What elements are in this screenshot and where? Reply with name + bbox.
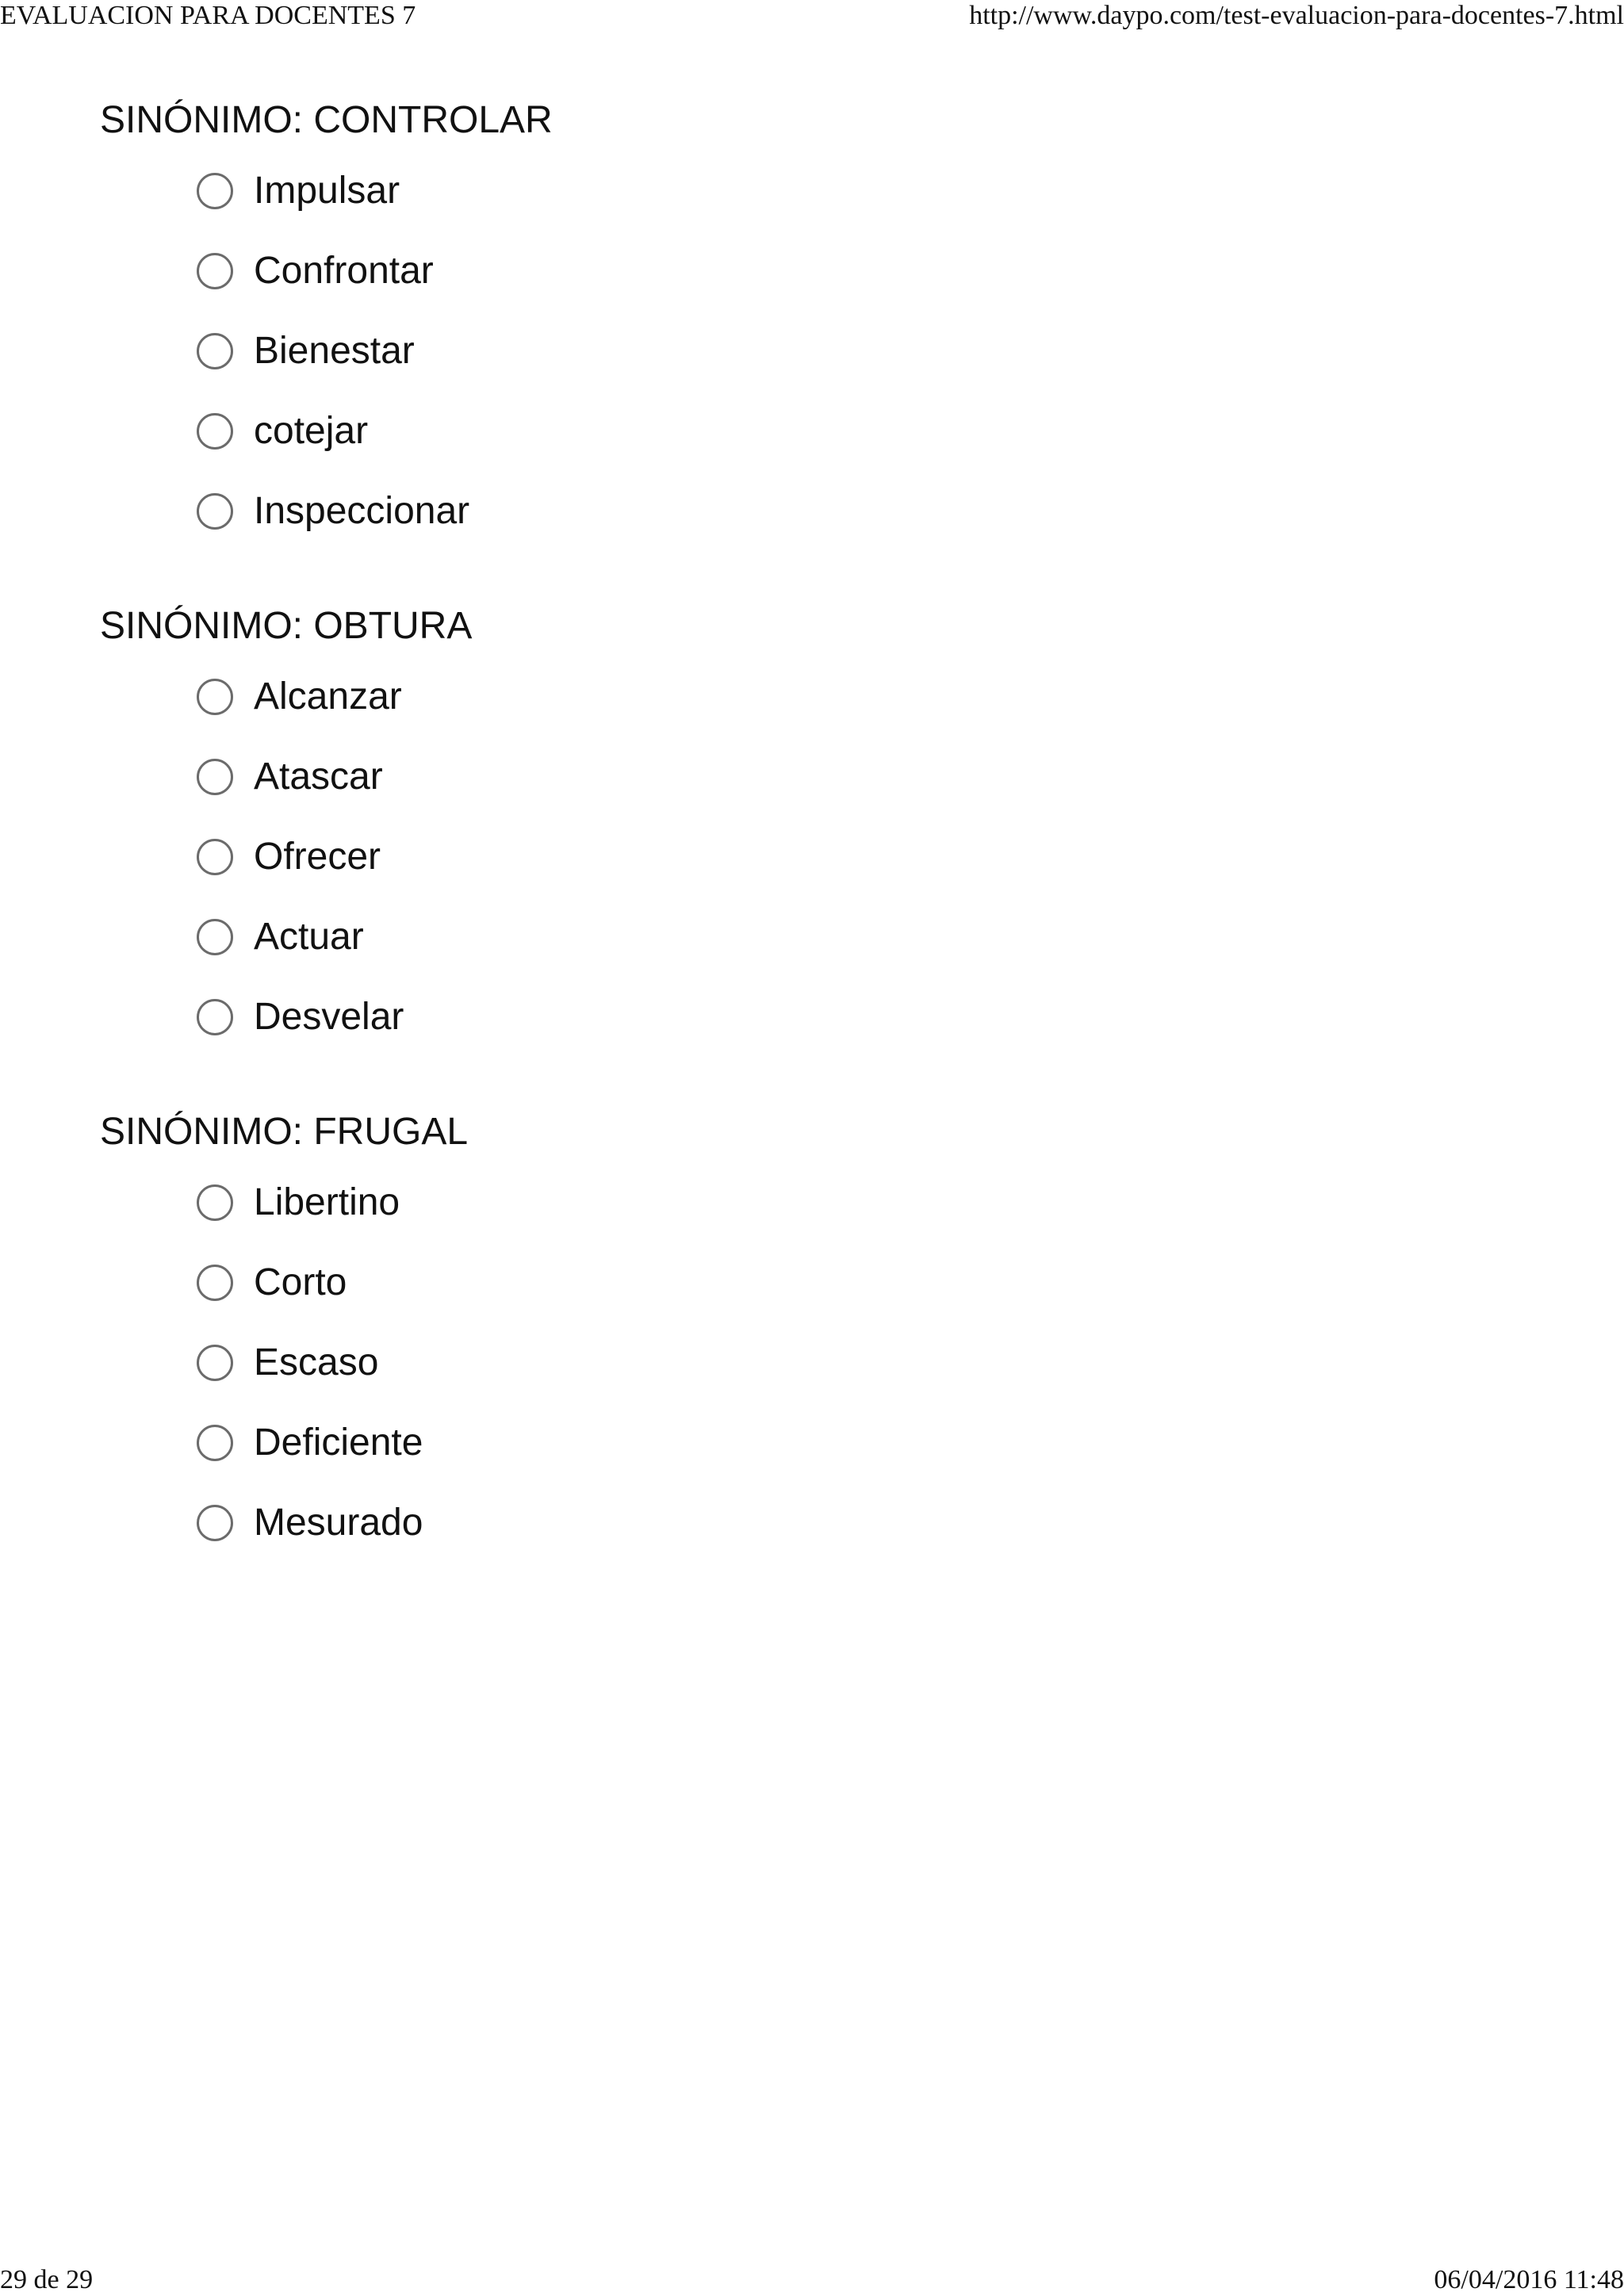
option-label: Escaso	[254, 1341, 379, 1383]
radio-button[interactable]	[197, 333, 233, 369]
question-title: SINÓNIMO: OBTURA	[100, 605, 473, 647]
radio-button[interactable]	[197, 1345, 233, 1381]
option-ofrecer[interactable]	[100, 817, 1527, 897]
option-label: Inspeccionar	[254, 489, 470, 532]
option-label: Ofrecer	[254, 835, 381, 878]
page-number: 29 de 29	[0, 2265, 94, 2294]
options-list	[100, 656, 1527, 1057]
question-title: SINÓNIMO: FRUGAL	[100, 1111, 469, 1153]
radio-button[interactable]	[197, 839, 233, 875]
radio-button[interactable]	[197, 493, 233, 530]
option-inspeccionar[interactable]	[100, 471, 1527, 551]
option-mesurado[interactable]	[100, 1483, 1527, 1563]
options-list	[100, 151, 1527, 551]
page-title: EVALUACION PARA DOCENTES 7	[0, 1, 416, 30]
radio-button[interactable]	[197, 1425, 233, 1461]
question-title: SINÓNIMO: CONTROLAR	[100, 99, 553, 141]
option-label: cotejar	[254, 409, 369, 452]
option-libertino[interactable]	[100, 1162, 1527, 1242]
radio-button[interactable]	[197, 253, 233, 289]
radio-button[interactable]	[197, 679, 233, 715]
option-label: Deficiente	[254, 1421, 423, 1464]
option-alcanzar[interactable]	[100, 656, 1527, 737]
option-label: Bienestar	[254, 329, 415, 372]
quiz	[100, 94, 1527, 1611]
option-bienestar[interactable]	[100, 311, 1527, 391]
option-label: Confrontar	[254, 249, 434, 292]
print-datetime: 06/04/2016 11:48	[1434, 2265, 1624, 2294]
radio-button[interactable]	[197, 759, 233, 795]
option-deficiente[interactable]	[100, 1402, 1527, 1483]
option-label: Impulsar	[254, 169, 400, 212]
radio-button[interactable]	[197, 999, 233, 1035]
option-label: Actuar	[254, 915, 364, 958]
question-frugal	[100, 1105, 1527, 1563]
option-confrontar[interactable]	[100, 231, 1527, 311]
options-list	[100, 1162, 1527, 1563]
option-impulsar[interactable]	[100, 151, 1527, 231]
option-actuar[interactable]	[100, 897, 1527, 977]
option-escaso[interactable]	[100, 1322, 1527, 1402]
option-label: Mesurado	[254, 1501, 423, 1544]
question-controlar	[100, 94, 1527, 551]
radio-button[interactable]	[197, 919, 233, 955]
page-url: http://www.daypo.com/test-evaluacion-para-docentes-7.html	[969, 1, 1624, 30]
radio-button[interactable]	[197, 413, 233, 450]
radio-button[interactable]	[197, 1505, 233, 1541]
option-atascar[interactable]	[100, 737, 1527, 817]
option-label: Atascar	[254, 755, 383, 798]
option-desvelar[interactable]	[100, 977, 1527, 1057]
option-label: Desvelar	[254, 995, 404, 1038]
option-corto[interactable]	[100, 1242, 1527, 1322]
radio-button[interactable]	[197, 1184, 233, 1221]
option-label: Alcanzar	[254, 675, 402, 718]
question-obtura	[100, 599, 1527, 1057]
radio-button[interactable]	[197, 173, 233, 209]
option-label: Corto	[254, 1261, 347, 1303]
option-label: Libertino	[254, 1181, 400, 1223]
radio-button[interactable]	[197, 1265, 233, 1301]
option-cotejar[interactable]	[100, 391, 1527, 471]
